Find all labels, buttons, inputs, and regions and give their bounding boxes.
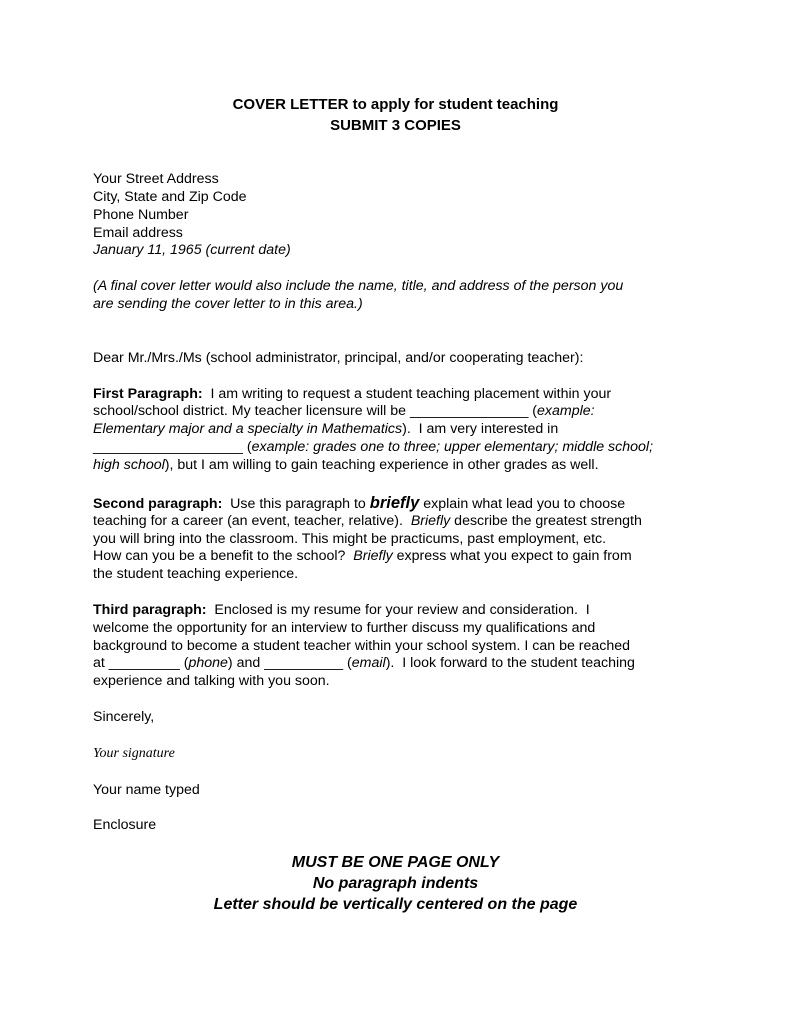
p1-l3-a: Elementary major and a specialty in Mathematics [93,421,403,437]
p3-label: Third paragraph: [93,602,207,618]
p2-line-1 [93,494,625,513]
p2-l2-c: describe the greatest strength [450,513,642,529]
p1-line-1 [93,385,611,403]
title-line-2: SUBMIT 3 COPIES [330,117,461,134]
p3-line-4 [93,654,635,672]
footer-line-1: MUST BE ONE PAGE ONLY [291,854,500,871]
p2-l1-briefly: briefly [369,494,420,512]
p2-l1-a: Use this paragraph to [222,496,370,512]
p2-line-4 [93,547,632,565]
p3-line-2: welcome the opportunity for an interview to further discuss my qualifications and [93,620,596,636]
p1-l3-b: ). I am very interested in [402,421,559,437]
p1-l5-b: ), but I am willing to gain teaching experience in other grades as well. [164,457,599,473]
p2-line-2 [93,512,642,530]
p2-label: Second paragraph: [93,496,223,512]
p1-l1-text: I am writing to request a student teaching placement within your [202,386,612,402]
sender-email: Email address [93,225,183,241]
closing: Sincerely, [93,709,155,725]
p1-line-4 [93,438,653,456]
p1-l2-a: school/school district. My teacher licensure will be _______________ ( [93,403,538,419]
sender-date [93,241,291,259]
note-line-2 [93,295,363,313]
p2-l4-b: Briefly [353,548,393,564]
title-line-1: COVER LETTER to apply for student teaching [232,96,559,113]
p1-line-2 [93,402,595,420]
note-line-1 [93,277,623,295]
footer-line-3: Letter should be vertically centered on the page [213,896,578,913]
enclosure: Enclosure [93,817,157,833]
p3-l4-b: phone [188,655,228,671]
p1-l2-b: example: [537,403,595,419]
p2-l2-a: teaching for a career (an event, teacher, relative). [93,513,411,529]
p1-label: First Paragraph: [93,386,203,402]
sender-street: Your Street Address [93,171,219,187]
p3-l4-d: email [351,655,386,671]
date-text: January 11, 1965 (current date) [93,242,291,258]
p2-l2-b: Briefly [410,513,451,529]
p3-l4-e: ). I look forward to the student teaching [385,655,635,671]
p1-line-3 [93,420,558,438]
footer-line-2: No paragraph indents [312,875,479,892]
p3-l4-a: at _________ ( [93,655,189,671]
p2-l4-c: express what you expect to gain from [392,548,632,564]
p3-l1-text: Enclosed is my resume for your review and consideration. I [206,602,590,618]
p1-line-5 [93,456,599,474]
p3-line-5: experience and talking with you soon. [93,673,330,689]
sender-city-state-zip: City, State and Zip Code [93,189,247,205]
sender-phone: Phone Number [93,207,189,223]
p3-line-3: background to become a student teacher within your school system. I can be reached [93,638,631,654]
p2-line-3: you will bring into the classroom. This might be practicums, past employment, etc. [93,531,607,547]
note-text-2: are sending the cover letter to in this area.) [93,296,363,312]
p1-l5-a: high school [93,457,165,473]
p2-l1-c: explain what lead you to choose [419,496,626,512]
p3-l4-c: ) and __________ ( [227,655,352,671]
p1-l4-b: example: grades one to three; upper elementary; middle school; [251,439,654,455]
salutation: Dear Mr./Mrs./Ms (school administrator, principal, and/or cooperating teacher): [93,350,584,366]
p1-l4-a: ___________________ ( [93,439,252,455]
p3-line-1 [93,601,590,619]
p2-l4-a: How can you be a benefit to the school? [93,548,354,564]
name-typed: Your name typed [93,782,200,798]
note-text-1: (A final cover letter would also include the name, title, and address of the person you [93,278,624,294]
signature: Your signature [93,746,175,761]
p2-line-5: the student teaching experience. [93,566,299,582]
